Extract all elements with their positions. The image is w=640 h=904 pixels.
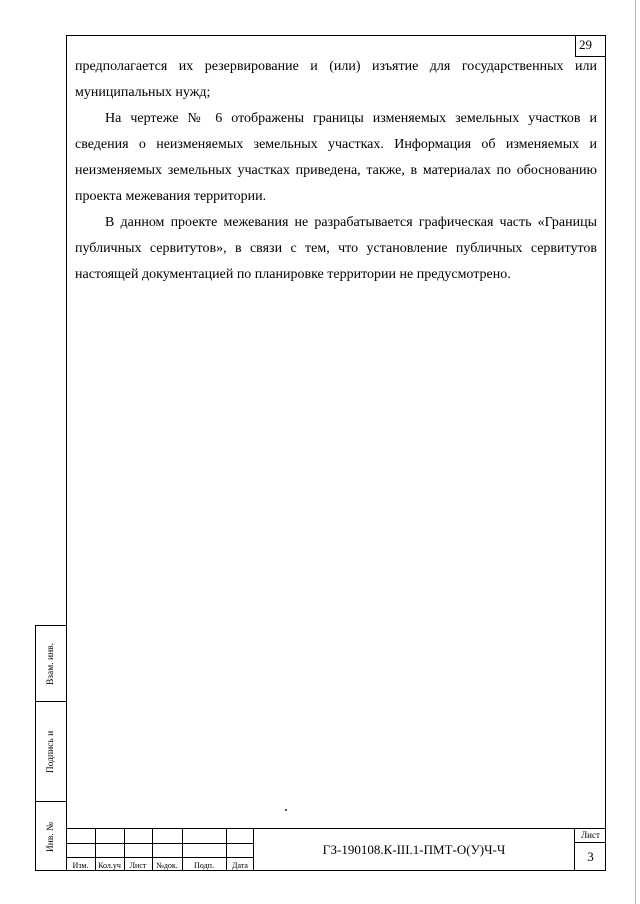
title-block	[66, 828, 606, 871]
header-podp: Подп.	[194, 861, 214, 870]
page-frame	[66, 35, 606, 871]
document-code: ГЗ-190108.К-III.1-ПМТ-О(У)Ч-Ч	[254, 828, 574, 871]
side-label-podpis: Подпись и	[46, 730, 56, 773]
header-izm: Изм.	[72, 861, 89, 870]
header-ndok: №док.	[156, 861, 178, 870]
scan-edge-line	[635, 0, 636, 904]
title-block-grid	[66, 828, 254, 871]
sheet-number: 3	[587, 849, 594, 864]
scan-dot	[285, 809, 287, 811]
side-cell-inv	[36, 802, 66, 872]
paragraph-1: предполагается их резервирование и (или) изъятие для государственных или муниципальных нужд;	[75, 59, 597, 100]
side-cell-vzam	[36, 626, 66, 702]
paragraph-3: В данном проекте межевания не разрабатывается графическая часть «Границы публичных сервитутов», в связи с тем, что установление публичных сервитутов настоящей документацией по планировке территории не предусмотрено.	[75, 215, 597, 282]
header-data: Дата	[232, 861, 248, 870]
side-cell-podpis	[36, 702, 66, 802]
side-stamp-strip	[35, 625, 66, 871]
sheet-box	[574, 828, 606, 871]
paragraph-2: На чертеже № 6 отображены границы изменяемых земельных участков и сведения о неизменяемых земельных участках. Информация об изменяемых и неизменяемых земельных участках приведена, также, в материалах по обоснованию проекта межевания территории.	[75, 111, 597, 204]
body-text	[75, 54, 597, 288]
sheet-label: Лист	[575, 829, 606, 843]
side-label-vzam-inv: Взам. инв.	[46, 642, 56, 685]
header-list: Лист	[129, 861, 147, 870]
page-number-top: 29	[575, 35, 605, 57]
header-kol-uch: Кол.уч	[98, 861, 121, 870]
side-label-inv-no: Инв. №	[46, 821, 56, 853]
